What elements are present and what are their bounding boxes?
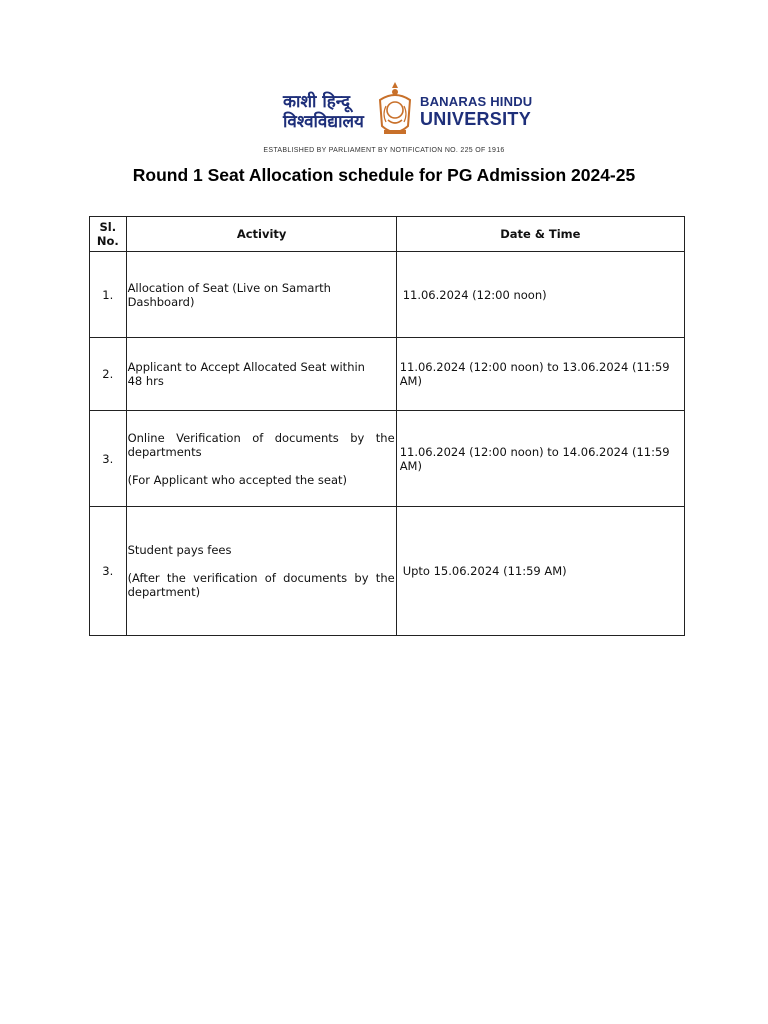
row-sl-no: 2. — [90, 338, 127, 411]
header-date-time — [396, 217, 684, 252]
schedule-table — [89, 216, 685, 636]
established-line: ESTABLISHED BY PARLIAMENT BY NOTIFICATION NO. 225 OF 1916 — [263, 147, 505, 154]
hindi-name-line1: काशी हिन्दू — [283, 92, 351, 112]
table-row — [90, 411, 685, 507]
row-date: 11.06.2024 (12:00 noon) — [396, 252, 684, 338]
university-header — [0, 78, 768, 158]
table-row — [90, 252, 685, 338]
eng-name-line1: BANARAS HINDU — [420, 94, 533, 109]
header-sl-no-label: Sl. No. — [96, 220, 119, 248]
row-sl-no: 3. — [90, 507, 127, 636]
activity-text: Online Verification of documents by the departments — [127, 430, 395, 459]
row-sl-no: 1. — [90, 252, 127, 338]
hindi-name-line2: विश्वविद्यालय — [283, 112, 364, 132]
row-date: Upto 15.06.2024 (11:59 AM) — [396, 507, 684, 636]
header-date-time-label: Date & Time — [500, 227, 581, 241]
table-header-row — [90, 217, 685, 252]
table-row — [90, 507, 685, 636]
header-activity — [126, 217, 396, 252]
activity-text: Allocation of Seat (Live on Samarth Dashboard) — [127, 280, 331, 309]
activity-text: Applicant to Accept Allocated Seat within 48 hrs — [127, 360, 365, 388]
row-activity — [126, 338, 396, 411]
row-activity — [126, 411, 396, 507]
activity-text: Student pays fees — [127, 543, 232, 557]
row-date: 11.06.2024 (12:00 noon) to 14.06.2024 (11:59 AM) — [396, 411, 684, 507]
header-sl-no — [90, 217, 127, 252]
row-activity — [126, 507, 396, 636]
row-activity — [126, 252, 396, 338]
english-university-name — [420, 94, 532, 129]
header-activity-label: Activity — [236, 227, 287, 241]
eng-name-line2: UNIVERSITY — [420, 109, 532, 129]
hindi-university-name — [283, 92, 373, 132]
activity-note: (For Applicant who accepted the seat) — [127, 472, 347, 487]
table-row — [90, 338, 685, 411]
activity-note: (After the verification of documents by the department) — [127, 571, 395, 599]
row-date: 11.06.2024 (12:00 noon) to 13.06.2024 (11:59 AM) — [396, 338, 684, 411]
bhu-seal-icon — [374, 80, 416, 140]
page-title: Round 1 Seat Allocation schedule for PG Admission 2024-25 — [132, 165, 636, 185]
row-sl-no: 3. — [90, 411, 127, 507]
